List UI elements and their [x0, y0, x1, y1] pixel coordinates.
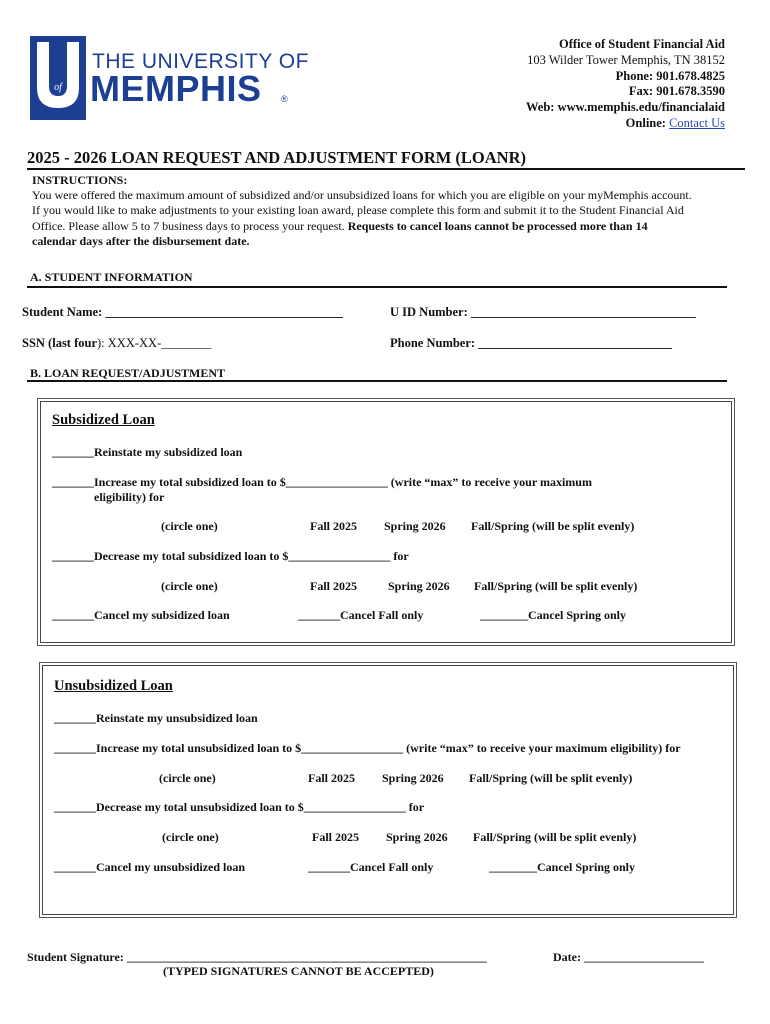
- subsidized-decrease-fall[interactable]: Fall 2025: [310, 579, 357, 593]
- date-field[interactable]: Date: ____________________: [553, 950, 704, 964]
- subsidized-cancel-option[interactable]: _______Cancel my subsidized loan: [52, 608, 230, 622]
- unsubsidized-decrease-fall[interactable]: Fall 2025: [312, 830, 359, 844]
- ssn-value: ): XXX-XX-________: [97, 336, 212, 350]
- subsidized-increase-option-cont: eligibility) for: [94, 490, 165, 504]
- unsubsidized-increase-option[interactable]: _______Increase my total unsubsidized loan to $_________________ (write “max” to receive your maximum eligibility) for: [54, 741, 681, 755]
- unsubsidized-decrease-option[interactable]: _______Decrease my total unsubsidized loan to $_________________ for: [54, 800, 425, 814]
- instructions-line: Office. Please allow 5 to 7 business days to process your request.: [32, 218, 348, 233]
- online-label: Online:: [625, 115, 666, 130]
- instructions-cancel-warning-cont: calendar days after the disbursement date.: [32, 233, 250, 248]
- subsidized-increase-fall-spring[interactable]: Fall/Spring (will be split evenly): [471, 519, 635, 533]
- instructions: [32, 173, 732, 249]
- subsidized-decrease-fall-spring[interactable]: Fall/Spring (will be split evenly): [474, 579, 638, 593]
- unsubsidized-cancel-fall-option[interactable]: _______Cancel Fall only: [308, 860, 434, 874]
- web-label: Web:: [526, 100, 555, 115]
- unsubsidized-increase-fall[interactable]: Fall 2025: [308, 771, 355, 785]
- subsidized-cancel-spring-option[interactable]: ________Cancel Spring only: [480, 608, 627, 622]
- logo-of-text: of: [54, 82, 62, 93]
- unsubsidized-reinstate-option[interactable]: _______Reinstate my unsubsidized loan: [54, 711, 258, 725]
- university-logo-mark: [30, 36, 86, 120]
- title-divider: [27, 168, 745, 170]
- section-b-divider: [27, 380, 727, 382]
- section-b-heading: B. LOAN REQUEST/ADJUSTMENT: [30, 366, 226, 380]
- section-a-heading: A. STUDENT INFORMATION: [30, 270, 193, 284]
- circle-one-label: (circle one): [162, 830, 219, 844]
- logo-registered-mark: ®: [281, 94, 288, 104]
- fax-label: Fax:: [628, 84, 654, 99]
- unsubsidized-cancel-spring-option[interactable]: ________Cancel Spring only: [489, 860, 636, 874]
- office-name: Office of Student Financial Aid: [559, 37, 725, 51]
- subsidized-decrease-spring[interactable]: Spring 2026: [388, 579, 450, 593]
- office-web: www.memphis.edu/financialaid: [557, 100, 725, 115]
- unsubsidized-increase-fall-spring[interactable]: Fall/Spring (will be split evenly): [469, 771, 633, 785]
- contact-us-link[interactable]: Contact Us: [669, 115, 725, 130]
- typed-signature-note: (TYPED SIGNATURES CANNOT BE ACCEPTED): [163, 964, 434, 978]
- unsubsidized-decrease-spring[interactable]: Spring 2026: [386, 830, 448, 844]
- phone-label: Phone:: [615, 68, 654, 83]
- student-signature-field[interactable]: Student Signature: ____________________________________________________________: [27, 950, 487, 964]
- ssn-label: SSN (last four: [22, 336, 98, 350]
- subsidized-loan-box: [37, 398, 735, 646]
- section-a-divider: [27, 286, 727, 288]
- subsidized-decrease-option[interactable]: _______Decrease my total subsidized loan to $_________________ for: [52, 549, 409, 563]
- ssn-field[interactable]: [22, 336, 211, 351]
- office-address: 103 Wilder Tower Memphis, TN 38152: [527, 52, 725, 67]
- student-name-field[interactable]: Student Name: ______________________________________: [22, 305, 343, 319]
- office-phone: 901.678.4825: [656, 68, 725, 83]
- subsidized-increase-spring[interactable]: Spring 2026: [384, 519, 446, 533]
- unsubsidized-cancel-option[interactable]: _______Cancel my unsubsidized loan: [54, 860, 246, 874]
- office-contact-block: [526, 37, 725, 132]
- logo-university-of: THE UNIVERSITY OF: [92, 50, 309, 73]
- instructions-line: If you would like to make adjustments to your existing loan award, please complete this form and submit it to the Student Financial Aid: [32, 203, 684, 218]
- instructions-cancel-warning: Requests to cancel loans cannot be processed more than 14: [347, 218, 648, 233]
- unsubsidized-title: Unsubsidized Loan: [54, 678, 173, 694]
- office-fax: 901.678.3590: [656, 84, 725, 99]
- subsidized-reinstate-option[interactable]: _______Reinstate my subsidized loan: [52, 445, 243, 459]
- logo-memphis: MEMPHIS: [90, 68, 262, 109]
- instructions-heading: INSTRUCTIONS:: [32, 173, 128, 187]
- instructions-line: You were offered the maximum amount of subsidized and/or unsubsidized loans for which you are eligible on your myMemphis account.: [32, 188, 692, 203]
- unsubsidized-loan-box: [39, 662, 737, 918]
- subsidized-increase-option[interactable]: _______Increase my total subsidized loan to $_________________ (write “max” to receive your maximum: [52, 475, 592, 489]
- subsidized-cancel-fall-option[interactable]: _______Cancel Fall only: [298, 608, 424, 622]
- circle-one-label: (circle one): [161, 519, 218, 533]
- unsubsidized-decrease-fall-spring[interactable]: Fall/Spring (will be split evenly): [473, 830, 637, 844]
- subsidized-title: Subsidized Loan: [52, 412, 155, 428]
- uid-field[interactable]: U ID Number: ____________________________________: [390, 305, 696, 319]
- circle-one-label: (circle one): [161, 579, 218, 593]
- circle-one-label: (circle one): [159, 771, 216, 785]
- phone-number-field[interactable]: Phone Number: _______________________________: [390, 336, 672, 350]
- subsidized-increase-fall[interactable]: Fall 2025: [310, 519, 357, 533]
- unsubsidized-increase-spring[interactable]: Spring 2026: [382, 771, 444, 785]
- form-title: 2025 - 2026 LOAN REQUEST AND ADJUSTMENT FORM (LOANR): [27, 148, 527, 167]
